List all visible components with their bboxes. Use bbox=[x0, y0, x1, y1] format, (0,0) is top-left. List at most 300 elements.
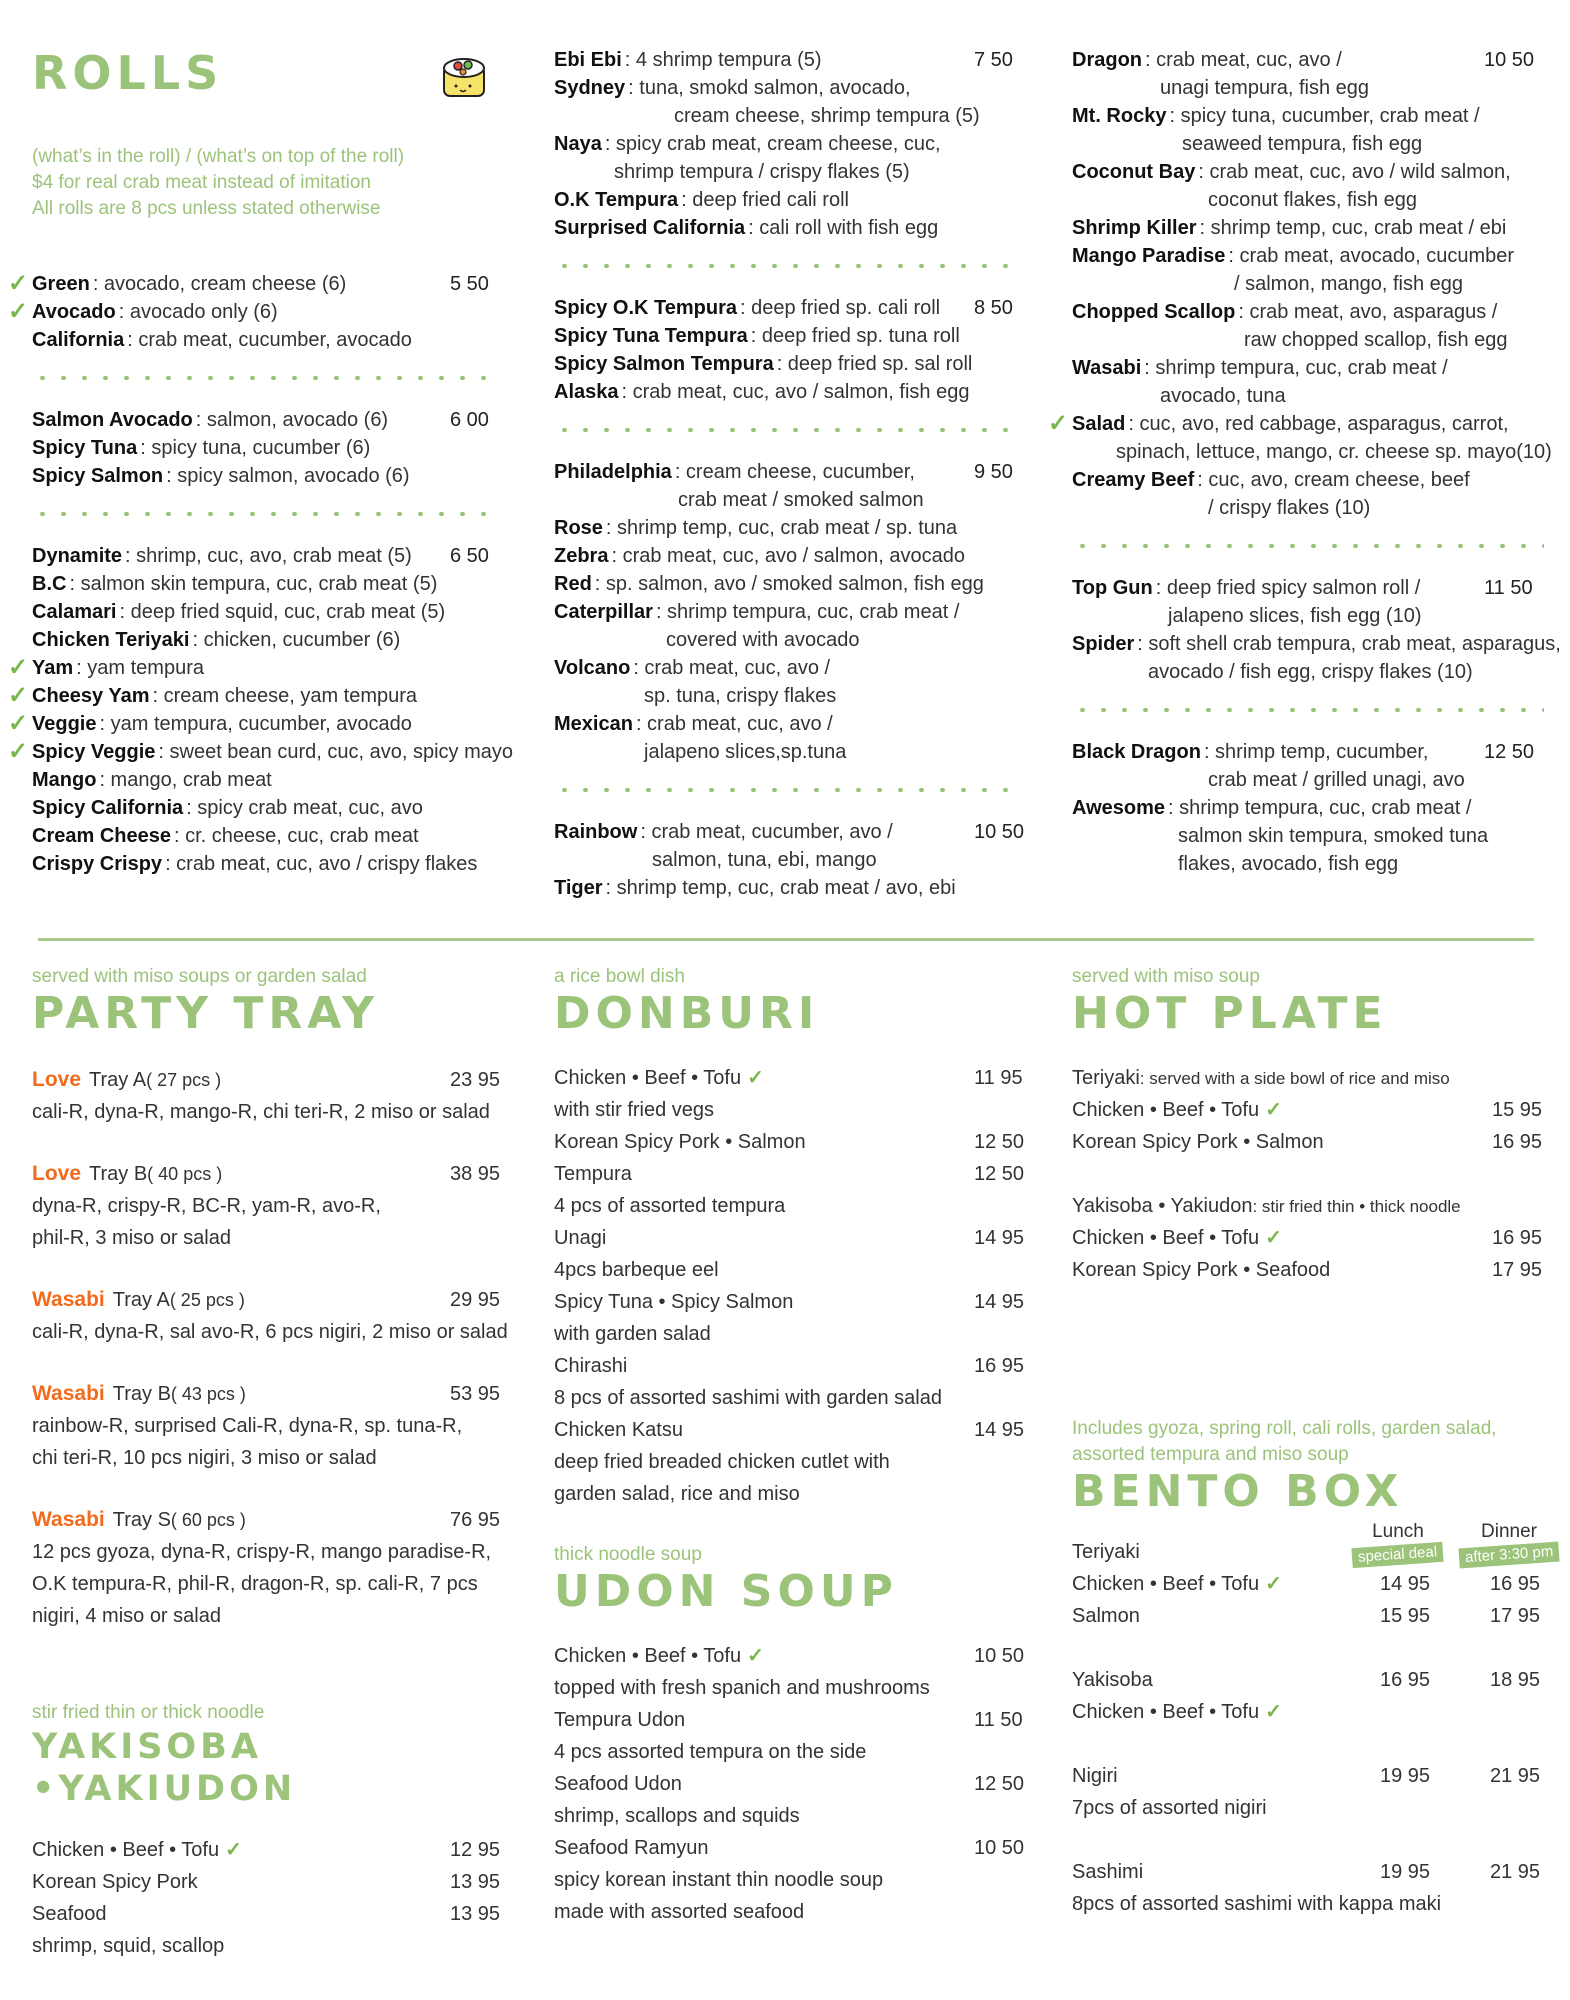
donburi-title: DONBURI bbox=[554, 988, 820, 1039]
roll-continuation bbox=[1072, 602, 1544, 630]
vegetarian-check-icon: ✓ bbox=[1265, 1701, 1282, 1723]
lunch-tag: special deal bbox=[1352, 1542, 1444, 1568]
bento-subtitle: Includes gyoza, spring roll, cali rolls, garden salad, bbox=[1072, 1418, 1497, 1439]
tray-heading bbox=[32, 1378, 502, 1410]
menu-item-text: Chicken Katsu bbox=[554, 1419, 683, 1441]
roll-name: Veggie bbox=[32, 713, 97, 735]
roll-group bbox=[8, 270, 492, 354]
dinner-tag: after 3:30 pm bbox=[1458, 1542, 1560, 1569]
roll-name: Coconut Bay bbox=[1072, 161, 1196, 183]
roll-name: Volcano bbox=[554, 657, 631, 679]
tray-heading bbox=[32, 1504, 502, 1536]
dotted-divider bbox=[1072, 708, 1544, 712]
tray-desc: rainbow-R, surprised Cali-R, dyna-R, sp. tuna-R, bbox=[32, 1415, 463, 1437]
dotted-divider bbox=[554, 264, 1014, 268]
roll-name: Spicy Salmon bbox=[32, 465, 164, 487]
menu-item-text: deep fried breaded chicken cutlet with bbox=[554, 1451, 890, 1473]
roll-desc: : soft shell crab tempura, crab meat, asparagus, bbox=[1137, 633, 1561, 655]
party-tray-item bbox=[32, 1378, 502, 1474]
roll-item bbox=[1072, 158, 1544, 186]
vegetarian-check-icon: ✓ bbox=[8, 738, 29, 765]
bento-item bbox=[1072, 1568, 1562, 1600]
rolls-column-3 bbox=[1048, 46, 1561, 878]
roll-desc: : cream cheese, cucumber, bbox=[674, 461, 915, 483]
roll-name: B.C bbox=[32, 573, 67, 595]
menu-item-text: Chicken • Beef • Tofu bbox=[554, 1645, 742, 1667]
roll-desc: : deep fried spicy salmon roll / bbox=[1155, 577, 1421, 599]
bento-lunch-price: 19 95 bbox=[1380, 1765, 1431, 1787]
roll-price: 7 50 bbox=[974, 49, 1013, 71]
roll-item bbox=[554, 378, 1014, 406]
roll-item bbox=[1072, 46, 1544, 74]
bento-item-text: Sashimi bbox=[1072, 1861, 1144, 1883]
tray-desc: phil-R, 3 miso or salad bbox=[32, 1227, 231, 1249]
roll-item bbox=[554, 514, 1014, 542]
sushi-roll-icon bbox=[436, 52, 492, 110]
roll-desc: : crab meat, cuc, avo / salmon, fish egg bbox=[621, 381, 970, 403]
roll-item bbox=[8, 270, 492, 298]
roll-desc: : shrimp, cuc, avo, crab meat (5) bbox=[125, 545, 412, 567]
menu-item-text: Chicken • Beef • Tofu bbox=[32, 1839, 220, 1861]
roll-continuation bbox=[1072, 130, 1544, 158]
roll-desc: : salmon skin tempura, cuc, crab meat (5) bbox=[69, 573, 438, 595]
roll-desc: : cream cheese, yam tempura bbox=[152, 685, 418, 707]
tray-count: ( 27 pcs ) bbox=[146, 1070, 222, 1090]
tray-price: 76 95 bbox=[450, 1509, 501, 1531]
roll-name: Top Gun bbox=[1072, 577, 1153, 599]
vegetarian-check-icon: ✓ bbox=[1265, 1573, 1282, 1595]
roll-item bbox=[1048, 410, 1544, 438]
bento-dinner-price: 21 95 bbox=[1490, 1861, 1541, 1883]
vegetarian-check-icon: ✓ bbox=[8, 298, 29, 325]
menu-item-price: 15 95 bbox=[1492, 1099, 1543, 1121]
menu-item bbox=[554, 1478, 1022, 1510]
roll-name: Awesome bbox=[1072, 797, 1166, 819]
yakisoba-title: YAKISOBA •YAKIUDON bbox=[32, 1727, 297, 1809]
udon-title: UDON SOUP bbox=[554, 1566, 898, 1617]
roll-group bbox=[1072, 738, 1544, 878]
bento-section bbox=[1072, 1416, 1562, 1920]
roll-name: Sydney bbox=[554, 77, 626, 99]
roll-desc: shrimp tempura / crispy flakes (5) bbox=[614, 161, 910, 183]
udon-subtitle: thick noodle soup bbox=[554, 1544, 702, 1565]
menu-item bbox=[554, 1126, 1025, 1158]
menu-item-text: shrimp, scallops and squids bbox=[554, 1805, 800, 1827]
roll-desc: flakes, avocado, fish egg bbox=[1178, 853, 1399, 875]
roll-group bbox=[1048, 46, 1552, 522]
tray-price: 29 95 bbox=[450, 1289, 501, 1311]
bento-item bbox=[1072, 1888, 1562, 1920]
rolls-column-2 bbox=[554, 46, 1025, 902]
hotplate-teriyaki-heading bbox=[1072, 1062, 1542, 1094]
menu-item-text: 4 pcs of assorted tempura bbox=[554, 1195, 786, 1217]
roll-name: Dragon bbox=[1072, 49, 1142, 71]
tray-name: Tray S bbox=[112, 1509, 171, 1531]
roll-item bbox=[1072, 630, 1561, 658]
roll-name: Rose bbox=[554, 517, 603, 539]
roll-continuation bbox=[554, 102, 1014, 130]
roll-name: Mexican bbox=[554, 713, 633, 735]
menu-item-text: 8 pcs of assorted sashimi with garden salad bbox=[554, 1387, 942, 1409]
menu-item bbox=[554, 1704, 1022, 1736]
roll-name: Mango Paradise bbox=[1072, 245, 1226, 267]
roll-item bbox=[554, 130, 1014, 158]
roll-name: Green bbox=[32, 273, 90, 295]
menu-item-price: 14 95 bbox=[974, 1227, 1025, 1249]
menu-item-price: 11 50 bbox=[974, 1709, 1023, 1731]
roll-price: 10 50 bbox=[974, 821, 1025, 843]
menu-item-text: Korean Spicy Pork • Salmon bbox=[1072, 1131, 1324, 1153]
tray-count: ( 43 pcs ) bbox=[170, 1384, 246, 1404]
roll-name: Zebra bbox=[554, 545, 609, 567]
menu-item bbox=[554, 1736, 1022, 1768]
tray-heading bbox=[32, 1284, 502, 1316]
tray-desc: dyna-R, crispy-R, BC-R, yam-R, avo-R, bbox=[32, 1195, 381, 1217]
roll-name: Surprised California bbox=[554, 217, 746, 239]
tray-name: Tray B bbox=[89, 1163, 148, 1185]
roll-name: Rainbow bbox=[554, 821, 638, 843]
bento-item-text: 7pcs of assorted nigiri bbox=[1072, 1797, 1267, 1819]
roll-price: 9 50 bbox=[974, 461, 1013, 483]
menu-item-text: Tempura Udon bbox=[554, 1709, 686, 1731]
menu-item-text: Korean Spicy Pork bbox=[32, 1871, 198, 1893]
roll-desc: : shrimp temp, cuc, crab meat / sp. tuna bbox=[605, 517, 958, 539]
roll-name: O.K Tempura bbox=[554, 189, 679, 211]
tray-count: ( 40 pcs ) bbox=[147, 1164, 223, 1184]
roll-name: Chicken Teriyaki bbox=[32, 629, 190, 651]
tray-heading bbox=[32, 1158, 502, 1190]
roll-name: Philadelphia bbox=[554, 461, 672, 483]
roll-name: Spider bbox=[1072, 633, 1135, 655]
party-tray-item bbox=[32, 1504, 502, 1632]
roll-desc: crab meat / grilled unagi, avo bbox=[1208, 769, 1465, 791]
roll-continuation bbox=[554, 158, 1014, 186]
roll-item bbox=[554, 818, 1025, 846]
roll-name: Cream Cheese bbox=[32, 825, 171, 847]
roll-item bbox=[554, 294, 1014, 322]
roll-group bbox=[554, 818, 1025, 902]
bento-item-text: 8pcs of assorted sashimi with kappa maki bbox=[1072, 1893, 1442, 1915]
hotplate-teriyaki-desc: : served with a side bowl of rice and miso bbox=[1139, 1069, 1450, 1088]
roll-item bbox=[32, 406, 492, 434]
roll-item bbox=[32, 570, 492, 598]
roll-name: Creamy Beef bbox=[1072, 469, 1195, 491]
roll-desc: : shrimp tempura, cuc, crab meat / bbox=[655, 601, 960, 623]
roll-desc: : shrimp temp, cuc, crab meat / ebi bbox=[1199, 217, 1507, 239]
menu-item-text: 4pcs barbeque eel bbox=[554, 1259, 719, 1281]
menu-item bbox=[554, 1094, 1022, 1126]
roll-desc: : shrimp temp, cucumber, bbox=[1203, 741, 1429, 763]
roll-item bbox=[32, 822, 492, 850]
menu-item-text: made with assorted seafood bbox=[554, 1901, 805, 1923]
roll-desc: avocado / fish egg, crispy flakes (10) bbox=[1148, 661, 1473, 683]
roll-item bbox=[32, 326, 492, 354]
roll-name: Red bbox=[554, 573, 592, 595]
roll-desc: : avocado only (6) bbox=[118, 301, 278, 323]
tray-brand: Wasabi bbox=[32, 1508, 105, 1531]
bento-lunch-price: 15 95 bbox=[1380, 1605, 1431, 1627]
roll-desc: : cr. cheese, cuc, crab meat bbox=[173, 825, 419, 847]
rolls-title: ROLLS bbox=[32, 46, 224, 100]
roll-desc: : yam tempura bbox=[76, 657, 204, 679]
roll-desc: : mango, crab meat bbox=[99, 769, 272, 791]
roll-desc: : deep fried sp. tuna roll bbox=[750, 325, 960, 347]
roll-continuation bbox=[554, 682, 1014, 710]
roll-item bbox=[8, 710, 492, 738]
roll-item bbox=[1072, 794, 1544, 822]
bento-item bbox=[1072, 1536, 1562, 1568]
bento-lunch-price: 19 95 bbox=[1380, 1861, 1431, 1883]
menu-item bbox=[554, 1382, 1022, 1414]
roll-continuation bbox=[1072, 270, 1544, 298]
menu-item bbox=[554, 1640, 1025, 1672]
tray-name: Tray A bbox=[112, 1289, 170, 1311]
menu-item-price: 17 95 bbox=[1492, 1259, 1543, 1281]
tray-desc: cali-R, dyna-R, mango-R, chi teri-R, 2 miso or salad bbox=[32, 1101, 490, 1123]
menu-item bbox=[554, 1286, 1025, 1318]
roll-group bbox=[554, 294, 1014, 406]
dotted-divider bbox=[554, 788, 1014, 792]
vegetarian-check-icon: ✓ bbox=[747, 1067, 764, 1089]
bento-spacer bbox=[1072, 1632, 1562, 1664]
bento-item-text: Chicken • Beef • Tofu bbox=[1072, 1573, 1260, 1595]
roll-name: Naya bbox=[554, 133, 602, 155]
roll-item bbox=[8, 682, 492, 710]
roll-item bbox=[554, 186, 1014, 214]
menu-item-price: 13 95 bbox=[450, 1903, 501, 1925]
roll-group bbox=[8, 542, 513, 878]
roll-name: Avocado bbox=[32, 301, 116, 323]
roll-item bbox=[8, 298, 492, 326]
bento-item bbox=[1072, 1760, 1562, 1792]
menu-item bbox=[554, 1864, 1022, 1896]
hotplate-yaki-desc: : stir fried thin • thick noodle bbox=[1252, 1197, 1461, 1216]
bento-item-text: Nigiri bbox=[1072, 1765, 1118, 1787]
roll-name: Mt. Rocky bbox=[1072, 105, 1167, 127]
roll-price: 6 50 bbox=[450, 545, 489, 567]
roll-item bbox=[554, 214, 1014, 242]
roll-continuation bbox=[554, 486, 1014, 514]
roll-item bbox=[554, 46, 1014, 74]
tray-count: ( 25 pcs ) bbox=[169, 1290, 245, 1310]
roll-desc: : spicy crab meat, cream cheese, cuc, bbox=[604, 133, 941, 155]
hotplate-subtitle: served with miso soup bbox=[1072, 966, 1260, 987]
bento-title: BENTO BOX bbox=[1072, 1466, 1404, 1517]
bento-item bbox=[1072, 1664, 1562, 1696]
roll-desc: crab meat / smoked salmon bbox=[678, 489, 924, 511]
roll-name: Salmon Avocado bbox=[32, 409, 193, 431]
roll-desc: : 4 shrimp tempura (5) bbox=[624, 49, 822, 71]
menu-item bbox=[554, 1896, 1022, 1928]
tray-price: 23 95 bbox=[450, 1069, 501, 1091]
roll-desc: : crab meat, cuc, avo / wild salmon, bbox=[1198, 161, 1511, 183]
roll-name: Spicy O.K Tempura bbox=[554, 297, 738, 319]
roll-group bbox=[554, 458, 1014, 766]
tray-count: ( 60 pcs ) bbox=[170, 1510, 246, 1530]
rolls-note: All rolls are 8 pcs unless stated otherwise bbox=[32, 198, 381, 219]
tray-name: Tray A bbox=[89, 1069, 147, 1091]
roll-desc: : sp. salmon, avo / smoked salmon, fish egg bbox=[594, 573, 984, 595]
menu-item-text: topped with fresh spanich and mushrooms bbox=[554, 1677, 930, 1699]
roll-item bbox=[554, 654, 1014, 682]
roll-item bbox=[1072, 214, 1544, 242]
udon-section bbox=[554, 1542, 1025, 1928]
roll-item bbox=[1072, 354, 1544, 382]
roll-desc: avocado, tuna bbox=[1160, 385, 1286, 407]
bento-lunch-price: 14 95 bbox=[1380, 1573, 1431, 1595]
hotplate-title: HOT PLATE bbox=[1072, 988, 1388, 1039]
roll-desc: : shrimp tempura, cuc, crab meat / bbox=[1168, 797, 1472, 819]
menu-item bbox=[554, 1350, 1025, 1382]
party-tray-item bbox=[32, 1158, 502, 1254]
menu-item-price: 11 95 bbox=[974, 1067, 1023, 1089]
roll-name: Yam bbox=[32, 657, 74, 679]
bento-item bbox=[1072, 1600, 1562, 1632]
roll-name: Tiger bbox=[554, 877, 603, 899]
dotted-divider bbox=[554, 428, 1014, 432]
rolls-column-1 bbox=[8, 270, 513, 878]
roll-desc: : spicy tuna, cucumber, crab meat / bbox=[1169, 105, 1480, 127]
roll-item bbox=[32, 462, 492, 490]
roll-desc: salmon skin tempura, smoked tuna bbox=[1178, 825, 1489, 847]
roll-group bbox=[1072, 574, 1561, 686]
roll-item bbox=[32, 434, 492, 462]
menu-item-text: shrimp, squid, scallop bbox=[32, 1935, 225, 1957]
menu-item bbox=[32, 1834, 502, 1866]
hotplate-teriyaki-name: Teriyaki bbox=[1072, 1067, 1140, 1089]
roll-desc: : avocado, cream cheese (6) bbox=[92, 273, 347, 295]
vegetarian-check-icon: ✓ bbox=[8, 270, 29, 297]
vegetarian-check-icon: ✓ bbox=[747, 1645, 764, 1667]
roll-name: Calamari bbox=[32, 601, 117, 623]
dotted-divider bbox=[1072, 544, 1544, 548]
tray-brand: Love bbox=[32, 1068, 82, 1091]
menu-item-text: Chirashi bbox=[554, 1355, 628, 1377]
roll-price: 10 50 bbox=[1484, 49, 1535, 71]
yakisoba-subtitle: stir fried thin or thick noodle bbox=[32, 1702, 265, 1723]
roll-desc: salmon, tuna, ebi, mango bbox=[652, 849, 877, 871]
menu-item bbox=[1072, 1222, 1542, 1254]
roll-item bbox=[1072, 102, 1544, 130]
roll-item bbox=[554, 598, 1014, 626]
vegetarian-check-icon: ✓ bbox=[225, 1839, 242, 1861]
menu-item-text: Seafood Udon bbox=[554, 1773, 682, 1795]
roll-name: Crispy Crispy bbox=[32, 853, 163, 875]
dinner-label: Dinner bbox=[1481, 1521, 1537, 1542]
menu-item bbox=[554, 1318, 1022, 1350]
menu-item bbox=[554, 1414, 1025, 1446]
roll-price: 11 50 bbox=[1484, 577, 1533, 599]
vegetarian-check-icon: ✓ bbox=[1048, 410, 1069, 437]
tray-brand: Wasabi bbox=[32, 1382, 105, 1405]
menu-item-text: with garden salad bbox=[554, 1323, 711, 1345]
bento-item bbox=[1072, 1792, 1562, 1824]
rolls-notes bbox=[32, 144, 404, 222]
roll-name: Spicy Tuna bbox=[32, 437, 138, 459]
roll-item bbox=[554, 874, 1014, 902]
roll-item bbox=[554, 570, 1014, 598]
roll-continuation bbox=[1072, 494, 1544, 522]
roll-item bbox=[32, 794, 492, 822]
roll-continuation bbox=[1072, 850, 1544, 878]
roll-name: Spicy Veggie bbox=[32, 741, 156, 763]
roll-continuation bbox=[554, 626, 1014, 654]
roll-desc: : crab meat, avocado, cucumber bbox=[1228, 245, 1515, 267]
vegetarian-check-icon: ✓ bbox=[1265, 1227, 1282, 1249]
vegetarian-check-icon: ✓ bbox=[1265, 1099, 1282, 1121]
menu-item-text: Chicken • Beef • Tofu bbox=[1072, 1227, 1260, 1249]
menu-item-price: 10 50 bbox=[974, 1837, 1025, 1859]
menu-item-price: 16 95 bbox=[974, 1355, 1025, 1377]
lunch-label: Lunch bbox=[1372, 1521, 1424, 1542]
roll-desc: : spicy crab meat, cuc, avo bbox=[186, 797, 423, 819]
tray-heading bbox=[32, 1064, 502, 1096]
roll-desc: jalapeno slices,sp.tuna bbox=[644, 741, 847, 763]
roll-item bbox=[1072, 466, 1544, 494]
roll-name: Black Dragon bbox=[1072, 741, 1201, 763]
menu-item-text: Korean Spicy Pork • Seafood bbox=[1072, 1259, 1331, 1281]
menu-item bbox=[554, 1800, 1022, 1832]
roll-desc: : crab meat, cucumber, avocado bbox=[127, 329, 412, 351]
menu-item-price: 12 50 bbox=[974, 1163, 1025, 1185]
tray-desc: 12 pcs gyoza, dyna-R, crispy-R, mango paradise-R, bbox=[32, 1541, 492, 1563]
menu-item-text: 4 pcs assorted tempura on the side bbox=[554, 1741, 867, 1763]
roll-name: Chopped Scallop bbox=[1072, 301, 1236, 323]
tray-price: 53 95 bbox=[450, 1383, 501, 1405]
roll-desc: : cuc, avo, cream cheese, beef bbox=[1197, 469, 1470, 491]
menu-item-price: 13 95 bbox=[450, 1871, 501, 1893]
party-title: PARTY TRAY bbox=[32, 988, 379, 1039]
menu-item-text: Korean Spicy Pork • Salmon bbox=[554, 1131, 806, 1153]
roll-desc: : cuc, avo, red cabbage, asparagus, carrot, bbox=[1128, 413, 1509, 435]
vegetarian-check-icon: ✓ bbox=[8, 710, 29, 737]
roll-desc: spinach, lettuce, mango, cr. cheese sp. mayo(10) bbox=[1116, 441, 1552, 463]
roll-desc: : crab meat, cuc, avo / salmon, avocado bbox=[611, 545, 965, 567]
tray-desc: chi teri-R, 10 pcs nigiri, 3 miso or salad bbox=[32, 1447, 377, 1469]
menu-item bbox=[554, 1672, 1022, 1704]
roll-desc: : shrimp temp, cuc, crab meat / avo, ebi bbox=[605, 877, 956, 899]
roll-item bbox=[32, 598, 492, 626]
bento-dinner-price: 16 95 bbox=[1490, 1573, 1541, 1595]
hotplate-yaki-heading bbox=[1072, 1190, 1542, 1222]
menu-item bbox=[554, 1158, 1025, 1190]
bento-subtitle: assorted tempura and miso soup bbox=[1072, 1444, 1349, 1465]
donburi-subtitle: a rice bowl dish bbox=[554, 966, 685, 987]
menu-item bbox=[554, 1832, 1025, 1864]
party-subtitle: served with miso soups or garden salad bbox=[32, 966, 367, 987]
roll-price: 5 50 bbox=[450, 273, 489, 295]
roll-name: Mango bbox=[32, 769, 97, 791]
menu-item-price: 12 50 bbox=[974, 1773, 1025, 1795]
menu-item-text: Chicken • Beef • Tofu bbox=[1072, 1099, 1260, 1121]
roll-desc: : sweet bean curd, cuc, avo, spicy mayo bbox=[158, 741, 513, 763]
bento-item bbox=[1072, 1696, 1562, 1728]
menu-item-price: 14 95 bbox=[974, 1419, 1025, 1441]
roll-desc: : shrimp tempura, cuc, crab meat / bbox=[1144, 357, 1448, 379]
roll-continuation bbox=[1072, 186, 1544, 214]
donburi-section bbox=[554, 964, 1025, 1510]
roll-name: California bbox=[32, 329, 125, 351]
roll-desc: : crab meat, avo, asparagus / bbox=[1238, 301, 1498, 323]
roll-price: 8 50 bbox=[974, 297, 1013, 319]
menu-item-text: Seafood bbox=[32, 1903, 107, 1925]
roll-continuation bbox=[1072, 766, 1544, 794]
roll-item bbox=[554, 542, 1014, 570]
roll-continuation bbox=[1072, 382, 1544, 410]
menu-item-text: Unagi bbox=[554, 1227, 607, 1249]
roll-desc: : yam tempura, cucumber, avocado bbox=[99, 713, 412, 735]
menu-item-text: garden salad, rice and miso bbox=[554, 1483, 800, 1505]
